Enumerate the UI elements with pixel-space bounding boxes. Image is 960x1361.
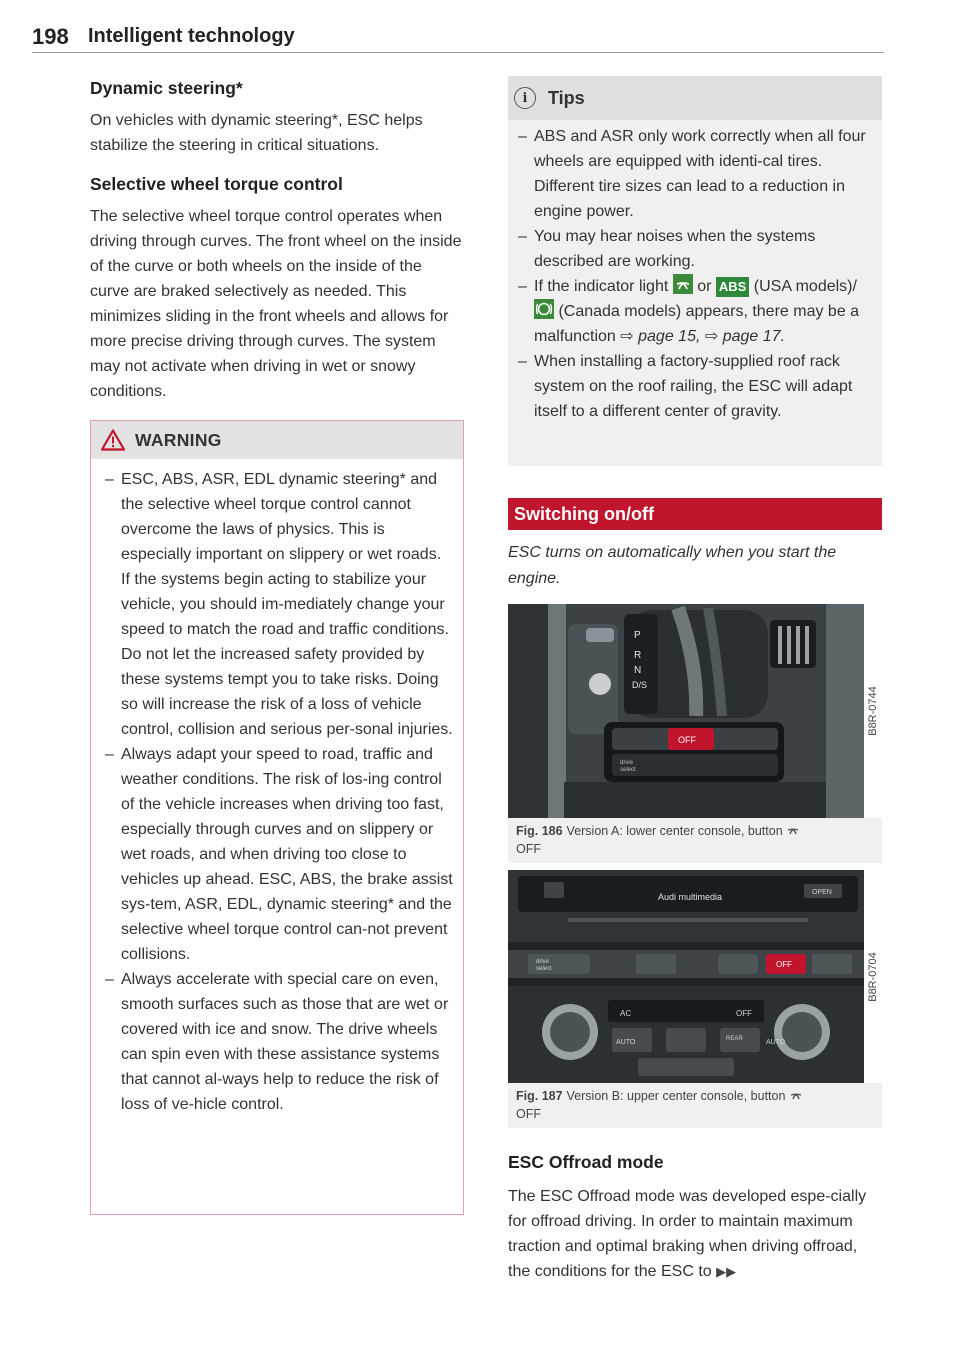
switching-section-bar xyxy=(508,498,882,530)
climate-auto-label-right: AUTO xyxy=(766,1039,786,1046)
warning-item: – Always adapt your speed to road, traffic and weather conditions. The risk of los-ing control of the vehicle increases when driving too fast, especially through curves and on slippery or wet roads, and when driving too close to vehicles up ahead. ESC, ABS, the brake assist sys-tem, ASR, EDL, dynamic steering* and the selective wheel torque control can-not prevent collisions. xyxy=(105,742,453,967)
warning-title: WARNING xyxy=(135,429,222,450)
left-column xyxy=(90,70,462,404)
esc-off-button-label: OFF xyxy=(776,960,792,969)
gear-n-label: N xyxy=(634,665,642,676)
info-icon: i xyxy=(514,87,536,109)
tips-item-or: or xyxy=(697,278,712,295)
tips-header xyxy=(508,76,882,120)
cd-open-label: OPEN xyxy=(812,889,832,896)
audi-multimedia-label: Audi multimedia xyxy=(658,892,723,902)
esc-warning-light-icon xyxy=(673,274,693,294)
warning-item: – ESC, ABS, ASR, EDL dynamic steering* and the selective wheel torque control cannot overcome the laws of physics. This is especially important on slippery or wet roads. If the systems begin acting to stabilize your vehicle, you should im-mediately change your speed to match the road and traffic conditions. Do not let the increased safety provided by these systems tempt you to take risks. Doing so will increase the risk of a loss of vehicle control, collision and serious per-sonal injuries. xyxy=(105,467,453,742)
warning-triangle-icon xyxy=(101,429,125,451)
esc-button-icon xyxy=(786,823,800,837)
tips-box xyxy=(508,76,882,466)
figure-187-caption-text: Version B: upper center console, button xyxy=(566,1089,786,1103)
figure-187-caption xyxy=(516,1087,871,1123)
warning-list xyxy=(91,459,463,1117)
drive-select-label-2: select xyxy=(536,966,552,972)
tips-item: – When installing a factory-supplied roof rack system on the roof railing, the ESC will adapt itself to a different center of gravity. xyxy=(518,349,874,424)
esc-button-icon xyxy=(789,1088,803,1102)
drive-select-label-2: select xyxy=(620,767,636,773)
tips-item-usa: (USA models)/ xyxy=(753,278,857,295)
page-17-link[interactable]: ⇨ page 17. xyxy=(704,328,786,345)
continue-arrow-icon: ▶▶ xyxy=(716,1264,737,1279)
section-title: Intelligent technology xyxy=(88,25,295,47)
tips-list xyxy=(508,120,882,424)
offroad-text xyxy=(508,1184,882,1284)
lower-console-photo xyxy=(508,604,882,818)
drive-select-label: drive xyxy=(620,760,634,766)
upper-console-photo xyxy=(508,870,882,1083)
figure-186-caption-end: OFF xyxy=(516,842,541,856)
page-number: 198 xyxy=(32,24,69,49)
figure-187-label: Fig. 187 xyxy=(516,1089,563,1103)
climate-off-label: OFF xyxy=(736,1009,752,1018)
gear-r-label: R xyxy=(634,650,642,661)
selective-torque-heading: Selective wheel torque control xyxy=(90,174,343,194)
canada-abs-light-icon xyxy=(534,299,554,319)
tips-item-text: If the indicator light xyxy=(534,278,669,295)
esc-off-button-label: OFF xyxy=(678,735,696,745)
switching-title: Switching on/off xyxy=(514,503,654,524)
switching-intro: ESC turns on automatically when you start the engine. xyxy=(508,544,837,587)
abs-warning-light-icon: ABS xyxy=(716,277,749,297)
tips-item-canada: (Canada models) appears, there may be a malfunction xyxy=(534,303,860,345)
offroad-heading: ESC Offroad mode xyxy=(508,1152,664,1172)
tips-item xyxy=(518,274,874,349)
figure-186-caption xyxy=(516,822,871,858)
gear-p-label: P xyxy=(634,630,641,641)
warning-item: – Always accelerate with special care on even, smooth surfaces such as those that are wet or covered with ice and snow. The drive wheels can spin even with these assistance systems that cannot al-ways help to reduce the risk of loss of ve-hicle control. xyxy=(105,967,453,1117)
figure-186 xyxy=(508,604,882,863)
tips-item: – ABS and ASR only work correctly when all four wheels are equipped with identi-cal tires. Different tire sizes can lead to a reduction in engine power. xyxy=(518,124,874,224)
climate-auto-label-left: AUTO xyxy=(616,1039,636,1046)
gear-ds-label: D/S xyxy=(632,680,648,690)
drive-select-label: drive xyxy=(536,959,550,965)
figure-186-caption-text: Version A: lower center console, button xyxy=(566,824,783,838)
rear-defrost-label: REAR xyxy=(726,1036,743,1042)
dynamic-steering-heading: Dynamic steering* xyxy=(90,78,243,98)
tips-title: Tips xyxy=(548,87,585,108)
figure-code: B8R-0704 xyxy=(864,870,882,1083)
climate-ac-label: AC xyxy=(620,1009,632,1018)
selective-torque-text: The selective wheel torque control operates when driving through curves. The front wheel on the inside of the curve or both wheels on the inside of the curve are braked selectively as needed. This minimizes sliding in the front wheels and allows for more precise driving through curves. The system may not activate when driving in wet or snowy conditions. xyxy=(90,208,462,400)
tips-item: – You may hear noises when the systems described are working. xyxy=(518,224,874,274)
offroad-body: The ESC Offroad mode was developed espe-cially for offroad driving. In order to maintain maximum traction and optimal braking when driving offroad, the conditions for the ESC to xyxy=(508,1188,867,1280)
figure-187-caption-end: OFF xyxy=(516,1107,541,1121)
figure-186-label: Fig. 186 xyxy=(516,824,563,838)
figure-187 xyxy=(508,870,882,1128)
dynamic-steering-text: On vehicles with dynamic steering*, ESC helps stabilize the steering in critical situations. xyxy=(90,112,423,154)
page-header xyxy=(32,22,884,53)
page-15-link[interactable]: ⇨ page 15, xyxy=(620,328,701,345)
figure-code: B8R-0744 xyxy=(864,604,882,818)
warning-box xyxy=(90,420,464,1215)
warning-header xyxy=(91,421,463,459)
